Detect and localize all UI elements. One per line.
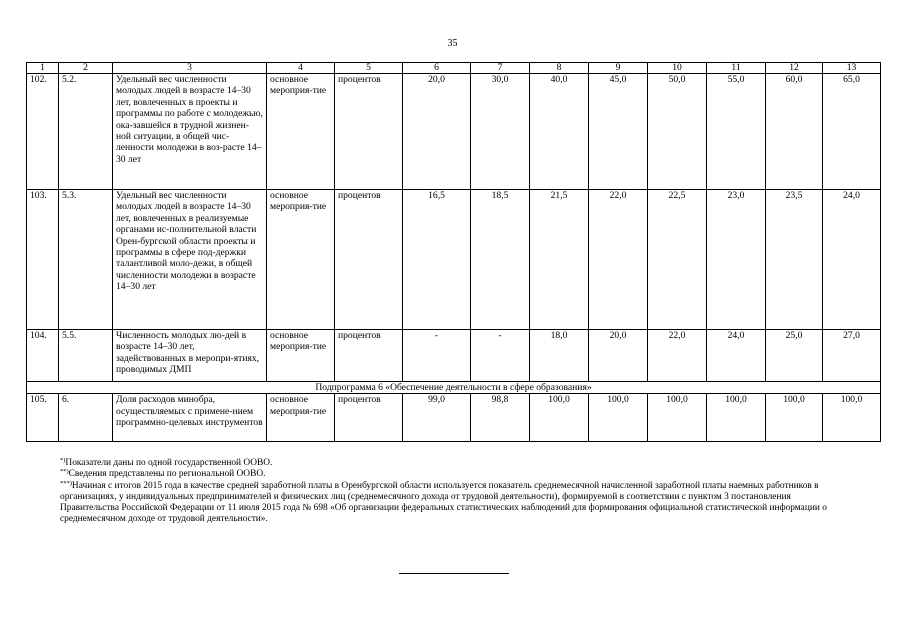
value-cell: 23,0 xyxy=(707,190,766,330)
row-code: 5.2. xyxy=(59,74,113,190)
header-cell: 11 xyxy=(707,63,766,74)
value-cell: 30,0 xyxy=(471,74,530,190)
header-cell: 8 xyxy=(530,63,589,74)
value-cell: 65,0 xyxy=(823,74,881,190)
header-cell: 6 xyxy=(403,63,471,74)
unit: процентов xyxy=(335,330,403,382)
indicators-table xyxy=(26,62,881,442)
value-cell: 100,0 xyxy=(648,394,707,442)
indicator-name: Удельный вес численности молодых людей в возрасте 14–30 лет, вовлеченных в проекты и программы по работе с молодежью, ока-завшейся в трудной жизнен-ной ситуации, в общей чис-ленности молодежи в воз-расте 14–30 лет xyxy=(113,74,267,190)
header-cell: 12 xyxy=(766,63,823,74)
footnote-text: Начиная с итогов 2015 года в качестве средней заработной платы в Оренбургской области используется показатель среднемесячной начисленной заработной платы наемных работников в организациях, у индивидуальных предпринимателей и физических лиц (среднемесячного дохода от трудовой деятельности), формируемой в соответствии с пунктом 3 постановления Правительства Российской Федерации от 11 июля 2015 года № 698 «Об организации федеральных статистических наблюдений для формирования официальной статистической информации о среднемесячном доходе от трудовой деятельности». xyxy=(60,480,827,525)
value-cell: 16,5 xyxy=(403,190,471,330)
value-cell: 22,5 xyxy=(648,190,707,330)
value-cell: 99,0 xyxy=(403,394,471,442)
value-cell: 20,0 xyxy=(403,74,471,190)
value-cell: 50,0 xyxy=(648,74,707,190)
header-cell: 13 xyxy=(823,63,881,74)
indicator-type: основное мероприя-тие xyxy=(267,74,335,190)
row-code: 5.5. xyxy=(59,330,113,382)
value-cell: 23,5 xyxy=(766,190,823,330)
value-cell: 20,0 xyxy=(589,330,648,382)
value-cell: 100,0 xyxy=(589,394,648,442)
unit: процентов xyxy=(335,74,403,190)
footnote-2 xyxy=(60,469,852,480)
table-row xyxy=(27,394,881,442)
indicator-type: основное мероприя-тие xyxy=(267,394,335,442)
header-cell: 2 xyxy=(59,63,113,74)
value-cell: 24,0 xyxy=(707,330,766,382)
value-cell: 27,0 xyxy=(823,330,881,382)
row-code: 5.3. xyxy=(59,190,113,330)
value-cell: 98,8 xyxy=(471,394,530,442)
header-cell: 9 xyxy=(589,63,648,74)
row-number: 103. xyxy=(27,190,59,330)
table-row xyxy=(27,190,881,330)
header-cell: 3 xyxy=(113,63,267,74)
value-cell: 60,0 xyxy=(766,74,823,190)
value-cell: 40,0 xyxy=(530,74,589,190)
footnote-mark: **) xyxy=(60,468,69,476)
value-cell: 22,0 xyxy=(648,330,707,382)
unit: процентов xyxy=(335,394,403,442)
header-cell: 7 xyxy=(471,63,530,74)
footnote-mark: ***) xyxy=(60,479,72,487)
value-cell: 21,5 xyxy=(530,190,589,330)
indicator-name: Доля расходов минобра, осуществляемых с примене-нием программно-целевых инструментов xyxy=(113,394,267,442)
section-row xyxy=(27,382,881,394)
footnotes xyxy=(60,458,852,526)
unit: процентов xyxy=(335,190,403,330)
value-cell: 25,0 xyxy=(766,330,823,382)
value-cell: 100,0 xyxy=(766,394,823,442)
row-code: 6. xyxy=(59,394,113,442)
indicator-type: основное мероприя-тие xyxy=(267,190,335,330)
value-cell: 100,0 xyxy=(707,394,766,442)
footnote-1 xyxy=(60,458,852,469)
header-cell: 1 xyxy=(27,63,59,74)
row-number: 102. xyxy=(27,74,59,190)
value-cell: 45,0 xyxy=(589,74,648,190)
value-cell: 100,0 xyxy=(530,394,589,442)
row-number: 105. xyxy=(27,394,59,442)
indicator-name: Численность молодых лю-дей в возрасте 14–30 лет, задействованных в меропри-ятиях, проводимых ДМП xyxy=(113,330,267,382)
indicator-type: основное мероприя-тие xyxy=(267,330,335,382)
value-cell: 24,0 xyxy=(823,190,881,330)
footnote-mark: *) xyxy=(60,457,66,464)
page-number: 35 xyxy=(447,38,458,49)
indicator-name: Удельный вес численности молодых людей в возрасте 14–30 лет, вовлеченных в реализуемые органами ис-полнительной власти Орен-бургской области проекты и программы в сфере под-держки талантливой моло-дежи, в общей численности молодежи в возрасте 14–30 лет xyxy=(113,190,267,330)
footnote-text: Показатели даны по одной государственной ООВО. xyxy=(65,458,273,468)
value-cell: - xyxy=(471,330,530,382)
value-cell: 22,0 xyxy=(589,190,648,330)
subprogram-title: Подпрограмма 6 «Обеспечение деятельности в сфере образования» xyxy=(27,382,881,394)
header-cell: 5 xyxy=(335,63,403,74)
footnote-text: Сведения представлены по региональной ООВО. xyxy=(68,469,266,480)
value-cell: 18,0 xyxy=(530,330,589,382)
footnote-3 xyxy=(60,481,852,526)
header-cell: 4 xyxy=(267,63,335,74)
row-number: 104. xyxy=(27,330,59,382)
table-row xyxy=(27,330,881,382)
value-cell: - xyxy=(403,330,471,382)
header-cell: 10 xyxy=(648,63,707,74)
separator-line xyxy=(399,573,509,574)
table-row xyxy=(27,74,881,190)
value-cell: 55,0 xyxy=(707,74,766,190)
table-header-row xyxy=(27,63,881,74)
value-cell: 100,0 xyxy=(823,394,881,442)
value-cell: 18,5 xyxy=(471,190,530,330)
